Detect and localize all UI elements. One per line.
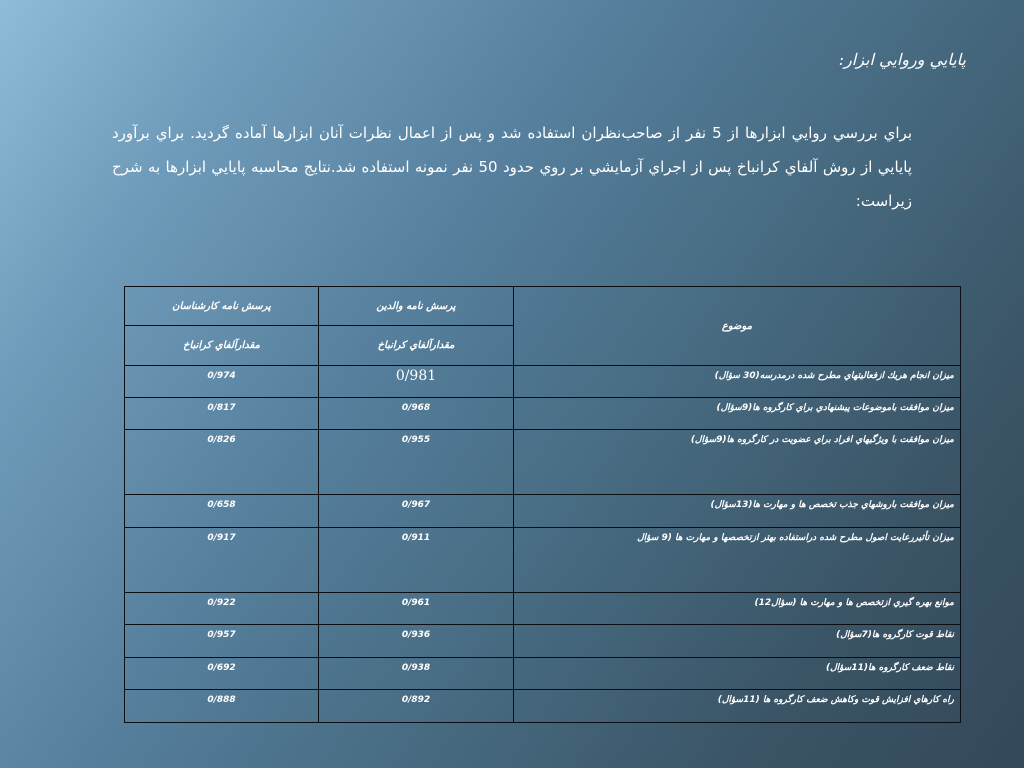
row-topic: ميزان موافقت باموضوعات پيشنهادي براي كارگروه ها(9سؤال): [514, 398, 961, 430]
experts-subheader: مقدارآلفاي كرانباخ: [125, 326, 319, 366]
row-experts-value: 0/826: [125, 430, 319, 495]
row-topic: ميزان موافقت با ويژگيهاي افراد براي عضويت در كارگروه ها(9سؤال): [514, 430, 961, 495]
row-topic: ميزان موافقت باروشهاي جذب تخصص ها و مهارت ها(13سؤال): [514, 495, 961, 528]
slide-paragraph: براي بررسي روايي ابزارها از 5 نفر از صاحب‌نظران استفاده شد و پس از اعمال نظرات آنان ابزارها آماده گرديد. براي برآورد پايايي از روش آلفاي كرانباخ پس از اجراي آزمايشي بر روي حدود 50 نفر نمونه استفاده شد.نتايج محاسبه پايايي ابزارها به شرح زيراست:: [112, 124, 913, 210]
row-experts-value: 0/974: [125, 366, 319, 398]
row-parents-value: 0/981: [319, 366, 514, 398]
row-topic: موانع بهره گيري ازتخصص ها و مهارت ها (سؤال12): [514, 593, 961, 625]
table-row: [125, 398, 961, 430]
row-parents-value: 0/936: [319, 625, 514, 658]
row-topic: ميزان تأثيررعايت اصول مطرح شده دراستفاده بهتر ازتخصصها و مهارت ها (9 سؤال: [514, 528, 961, 593]
parents-subheader: مقدارآلفاي كرانباخ: [319, 326, 514, 366]
row-topic: راه كارهاي افزايش قوت وكاهش ضعف كارگروه ها (11سؤال): [514, 690, 961, 723]
row-experts-value: 0/658: [125, 495, 319, 528]
table-row: [125, 658, 961, 690]
table-row: [125, 495, 961, 528]
row-parents-value: 0/892: [319, 690, 514, 723]
row-experts-value: 0/692: [125, 658, 319, 690]
row-experts-value: 0/922: [125, 593, 319, 625]
table-row: [125, 593, 961, 625]
row-experts-value: 0/888: [125, 690, 319, 723]
table-header-row: [125, 287, 961, 326]
table-row: [125, 528, 961, 593]
parents-header: پرسش نامه والدين: [319, 287, 514, 326]
row-topic: ميزان انجام هريك ازفعاليتهاي مطرح شده درمدرسه(30 سؤال): [514, 366, 961, 398]
table-row: [125, 366, 961, 398]
row-topic: نقاط قوت كارگروه ها(7سؤال): [514, 625, 961, 658]
row-experts-value: 0/957: [125, 625, 319, 658]
slide-heading: پايايي وروايي ابزار:: [838, 50, 966, 69]
row-parents-value: 0/938: [319, 658, 514, 690]
row-parents-value: 0/911: [319, 528, 514, 593]
row-parents-value: 0/961: [319, 593, 514, 625]
table-row: [125, 430, 961, 495]
experts-header: پرسش نامه كارشناسان: [125, 287, 319, 326]
row-experts-value: 0/817: [125, 398, 319, 430]
reliability-table: [124, 286, 961, 723]
row-parents-value: 0/968: [319, 398, 514, 430]
row-topic: نقاط ضعف كارگروه ها(11سؤال): [514, 658, 961, 690]
row-experts-value: 0/917: [125, 528, 319, 593]
row-parents-value: 0/955: [319, 430, 514, 495]
topic-header: موضوع: [514, 287, 961, 366]
row-parents-value: 0/967: [319, 495, 514, 528]
table-row: [125, 625, 961, 658]
table-row: [125, 690, 961, 723]
